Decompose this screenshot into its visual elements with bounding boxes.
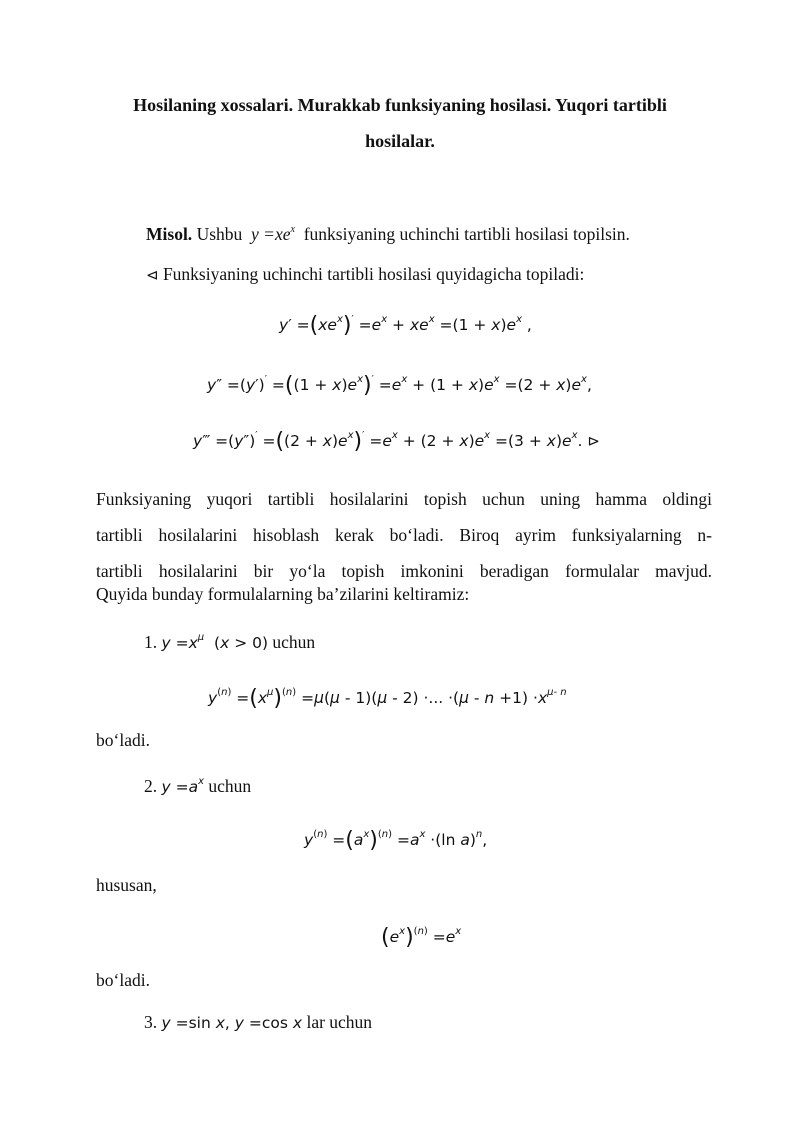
item-2-note: hususan,	[96, 875, 157, 895]
example-after: funksiyaning uchinchi tartibli hosilasi topilsin.	[303, 224, 630, 244]
item-2-number: 2.	[144, 776, 158, 796]
item-1-number: 1.	[144, 632, 158, 652]
item-1-formula: $y^{(n)} =(x^\mu)^{(n)} =\mu(\mu - 1)(\mu - 2)$ ·... $\cdot(\mu - n +1) \cdot x^{\mu- n}$	[208, 686, 567, 711]
solution-intro	[146, 264, 584, 285]
item-2-condition: 2. $y =a^x$ uchun	[144, 776, 252, 796]
equation-third-derivative: y‴ $=(y'')' =((2 + x)e^x)' =e^x + (2 + x)e^x =(3 + x)e^x$. ⊳	[193, 429, 600, 454]
example-formula: $y =xe^x$	[246, 224, 295, 244]
item-1-condition: 1. $y =x^\mu$ (x > 0) uchun	[144, 632, 316, 652]
paragraph-line-1: Funksiyaning yuqori tartibli hosilalarini topish uchun uning hamma oldingi	[96, 489, 712, 509]
paragraph-line-4: Quyida bunday formulalarning ba’zilarini keltiramiz:	[96, 584, 470, 604]
item-2-formula: $y^{(n)} =(a^x)^{(n)} =a^x \cdot(\ln$ a)$^n$,	[304, 828, 488, 853]
solution-end-marker-icon: ⊳	[587, 432, 600, 450]
item-3-number: 3.	[144, 1012, 158, 1032]
item-1-suffix: uchun	[272, 632, 316, 652]
equation-first-derivative: $y' =(xe^x)' =e^x + xe^x =(1 + x)e^x$ ,	[279, 313, 532, 338]
solution-intro-text: Funksiyaning uchinchi tartibli hosilasi quyidagicha topiladi:	[162, 264, 585, 284]
equation-second-derivative: $y'' =(y')' =((1 + x)e^x)' =e^x + (1 + x)e^x =(2 + x)e^x$,	[207, 373, 592, 398]
item-2-special-formula: $(e^x)^{(n)} =e^x$	[381, 925, 462, 950]
item-2-after: bo‘ladi.	[96, 970, 150, 990]
document-title-line-1: Hosilaning xossalari. Murakkab funksiyaning hosilasi. Yuqori tartibli	[133, 95, 667, 115]
example-label: Misol.	[146, 224, 193, 244]
paragraph-line-2	[96, 520, 712, 550]
example-statement	[146, 224, 630, 245]
item-2-suffix: uchun	[208, 776, 252, 796]
item-3-suffix: lar uchun	[306, 1012, 373, 1032]
item-1-after: bo‘ladi.	[96, 730, 150, 750]
paragraph-line-3: tartibli hosilalarini bir yo‘la topish imkonini beradigan formulalar mavjud.	[96, 561, 712, 581]
example-before: Ushbu	[196, 224, 243, 244]
solution-start-marker-icon: ⊲	[146, 266, 159, 284]
paragraph-line-2-text: tartibli hosilalarini hisoblash kerak bo‘ladi. Biroq ayrim funksiyalarning n-	[96, 525, 712, 545]
item-3-condition: 3. y =sin x, y =cos x lar uchun	[144, 1012, 373, 1032]
document-title-line-2: hosilalar.	[365, 131, 435, 151]
